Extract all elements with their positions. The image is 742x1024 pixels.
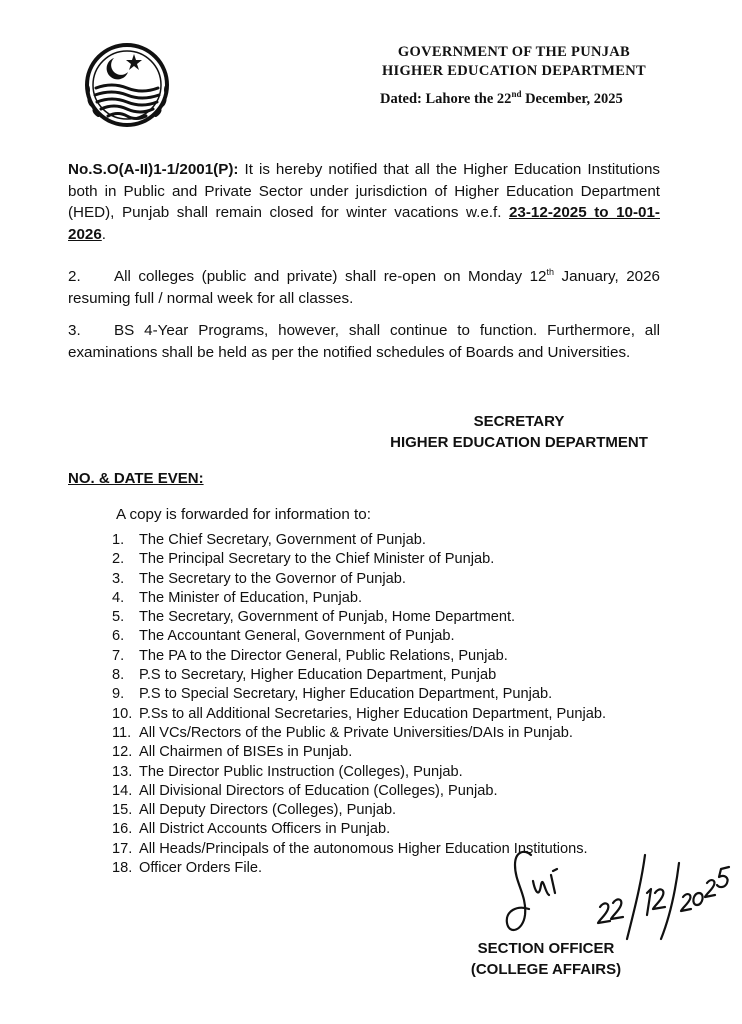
closure-dates: 23-12-2025 to 10-01-2026: [68, 204, 660, 243]
list-item-text: P.S to Secretary, Higher Education Department, Punjab: [139, 667, 497, 684]
list-item-number: 1.: [112, 532, 125, 548]
list-item-number: 5.: [112, 609, 125, 626]
list-item: [112, 531, 606, 550]
secretary-title: SECRETARY: [473, 413, 565, 430]
paragraph-2-text-b: January, 2026 resuming full / normal week for all classes.: [68, 268, 660, 307]
notification-number: No.S.O(A-II)1-1/2001(P):: [68, 161, 239, 178]
list-item-text: All Chairmen of BISEs in Punjab.: [139, 744, 353, 761]
list-item-text: The Chief Secretary, Government of Punjab.: [139, 532, 426, 548]
list-item-number: 3.: [112, 570, 125, 587]
secretary-department: HIGHER EDUCATION DEPARTMENT: [390, 434, 648, 451]
section-officer-title: SECTION OFFICER: [477, 940, 615, 957]
dated-month-year: December, 2025: [521, 90, 623, 107]
list-item: [112, 724, 606, 743]
notification-paragraph-2: [68, 262, 660, 309]
secretary-signatory: [380, 411, 658, 453]
list-item: [112, 589, 606, 608]
punjab-government-emblem-icon: [82, 40, 172, 130]
list-item-text: P.S to Special Secretary, Higher Education Department, Punjab.: [139, 686, 553, 703]
list-item-text: The Secretary to the Governor of Punjab.: [139, 570, 406, 587]
paragraph-2-number: 2.: [68, 268, 81, 286]
list-item: [112, 685, 606, 704]
list-item: [112, 550, 606, 569]
recipient-list: [112, 531, 606, 878]
list-item: [112, 782, 606, 801]
list-item-number: 7.: [112, 647, 125, 664]
list-item-number: 8.: [112, 667, 125, 684]
list-item-number: 6.: [112, 628, 125, 645]
list-item: [112, 743, 606, 762]
list-item-number: 18.: [112, 860, 133, 877]
list-item-number: 17.: [112, 840, 133, 857]
list-item-number: 2.: [112, 551, 125, 568]
list-item-text: P.Ss to all Additional Secretaries, Higher Education Department, Punjab.: [139, 705, 606, 722]
dated-prefix: Dated: Lahore the 22: [380, 90, 512, 107]
letterhead: [382, 43, 646, 81]
list-item: [112, 705, 606, 724]
list-item-text: The Accountant General, Government of Punjab.: [139, 628, 455, 645]
list-item-number: 11.: [112, 724, 132, 741]
dated-line: [380, 89, 623, 108]
list-item: [112, 627, 606, 646]
list-item: [112, 666, 606, 685]
handwritten-signature-icon: [495, 835, 742, 945]
list-item: [112, 763, 606, 782]
list-item-text: All VCs/Rectors of the Public & Private Universities/DAIs in Punjab.: [139, 724, 573, 741]
list-item-text: The Principal Secretary to the Chief Minister of Punjab.: [139, 551, 495, 568]
letterhead-government: GOVERNMENT OF THE PUNJAB: [397, 44, 631, 60]
list-item-text: Officer Orders File.: [139, 860, 262, 877]
paragraph-1-text: It is hereby notified that all the Higher Education Institutions both in Public and Private Sector under jurisdiction of Higher Education Department (HED), Punjab shall remain closed for winter vacations w.e.f.: [68, 161, 660, 221]
list-item-number: 15.: [112, 802, 133, 819]
list-item-text: All Heads/Principals of the autonomous Higher Education Institutions.: [139, 840, 588, 857]
list-item-text: The Secretary, Government of Punjab, Home Department.: [139, 609, 516, 626]
list-item: [112, 801, 606, 820]
paragraph-2-sup: th: [546, 267, 555, 277]
list-item-number: 14.: [112, 782, 133, 799]
list-item-number: 13.: [112, 763, 133, 780]
notification-paragraph-1: [68, 159, 660, 245]
list-item: [112, 647, 606, 666]
paragraph-2-text-a: All colleges (public and private) shall re-open on Monday 12: [114, 268, 547, 286]
no-date-even-heading: NO. & DATE EVEN:: [68, 470, 204, 487]
list-item: [112, 570, 606, 589]
paragraph-3-number: 3.: [68, 322, 81, 339]
list-item-text: The Minister of Education, Punjab.: [139, 589, 363, 606]
list-item-text: The PA to the Director General, Public Relations, Punjab.: [139, 647, 508, 664]
list-item-text: The Director Public Instruction (Colleges), Punjab.: [139, 763, 463, 780]
paragraph-3-text: BS 4-Year Programs, however, shall continue to function. Furthermore, all examinations shall be held as per the notified schedules of Boards and Universities.: [68, 322, 660, 361]
list-item-number: 10.: [112, 705, 133, 722]
section-officer-signatory: [456, 938, 636, 980]
paragraph-1-end: .: [101, 225, 107, 243]
notification-paragraph-3: [68, 320, 660, 363]
list-item-number: 12.: [112, 744, 133, 761]
list-item-text: All Deputy Directors (Colleges), Punjab.: [139, 802, 397, 819]
dated-suffix-sup: nd: [511, 89, 522, 99]
list-item: [112, 608, 606, 627]
section-officer-unit: (COLLEGE AFFAIRS): [470, 961, 622, 978]
list-item-number: 16.: [112, 821, 133, 838]
letterhead-department: HIGHER EDUCATION DEPARTMENT: [381, 63, 646, 79]
list-item-number: 4.: [112, 589, 125, 606]
list-item-text: All Divisional Directors of Education (Colleges), Punjab.: [139, 782, 498, 799]
list-item-number: 9.: [112, 686, 125, 703]
list-item-text: All District Accounts Officers in Punjab.: [139, 821, 391, 838]
copy-forwarded-line: A copy is forwarded for information to:: [116, 506, 371, 523]
